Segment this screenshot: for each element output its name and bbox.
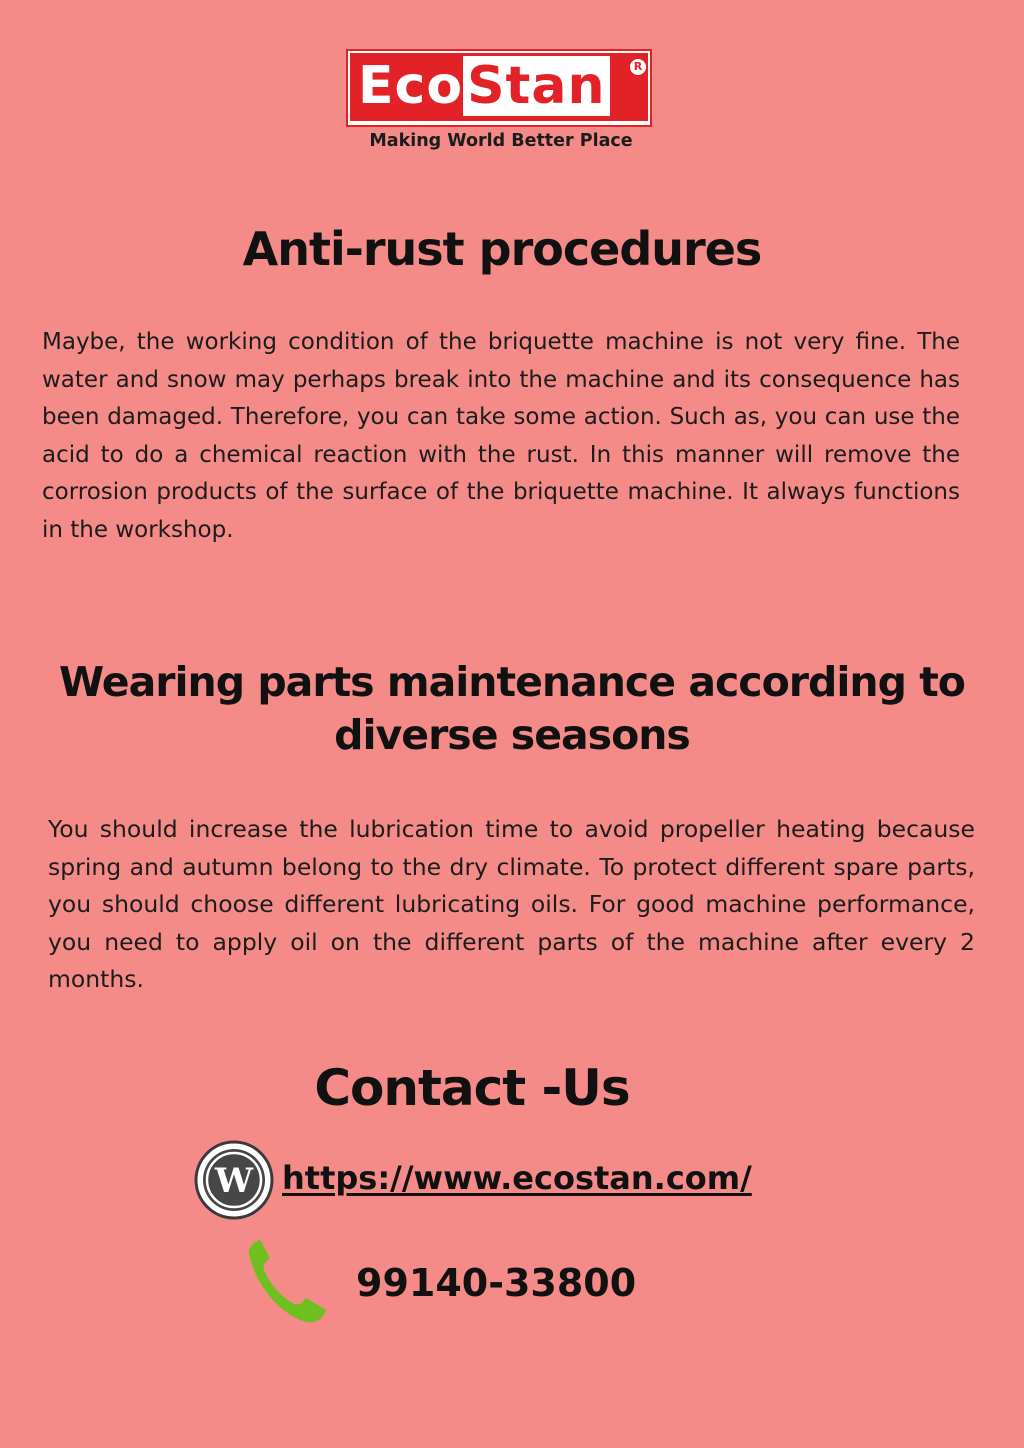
contact-heading: Contact -Us <box>314 1059 630 1117</box>
logo-wordmark <box>358 55 610 117</box>
website-link[interactable]: https://www.ecostan.com/ <box>282 1159 752 1197</box>
logo-eco-text: Eco <box>358 56 464 116</box>
wearing-parts-paragraph: You should increase the lubrication time to avoid propeller heating because spring and autumn belong to the dry climate. To protect different spare parts, you should choose different lubricating oils. For good machine performance, you need to apply oil on the different parts of the machine after every 2 months. <box>48 815 975 993</box>
wordpress-icon <box>194 1140 274 1220</box>
antirust-paragraph: Maybe, the working condition of the briquette machine is not very fine. The water and snow may perhaps break into the machine and its consequence has been damaged. Therefore, you can take some action. Such as, you can use the acid to do a chemical reaction with the rust. In this manner will remove the corrosion products of the surface of the briquette machine. It always functions in the workshop. <box>42 329 960 543</box>
logo-tagline: Making World Better Place <box>369 131 633 151</box>
wearing-parts-heading: Wearing parts maintenance according to diverse seasons <box>59 658 965 759</box>
logo-stan-text: Stan <box>463 56 609 116</box>
registered-mark: R <box>628 57 648 77</box>
svg-text:W: W <box>214 1161 254 1201</box>
antirust-heading: Anti-rust procedures <box>242 222 762 276</box>
phone-number[interactable]: 99140-33800 <box>356 1261 637 1305</box>
phone-icon <box>240 1236 332 1328</box>
ecostan-logo <box>346 49 656 157</box>
